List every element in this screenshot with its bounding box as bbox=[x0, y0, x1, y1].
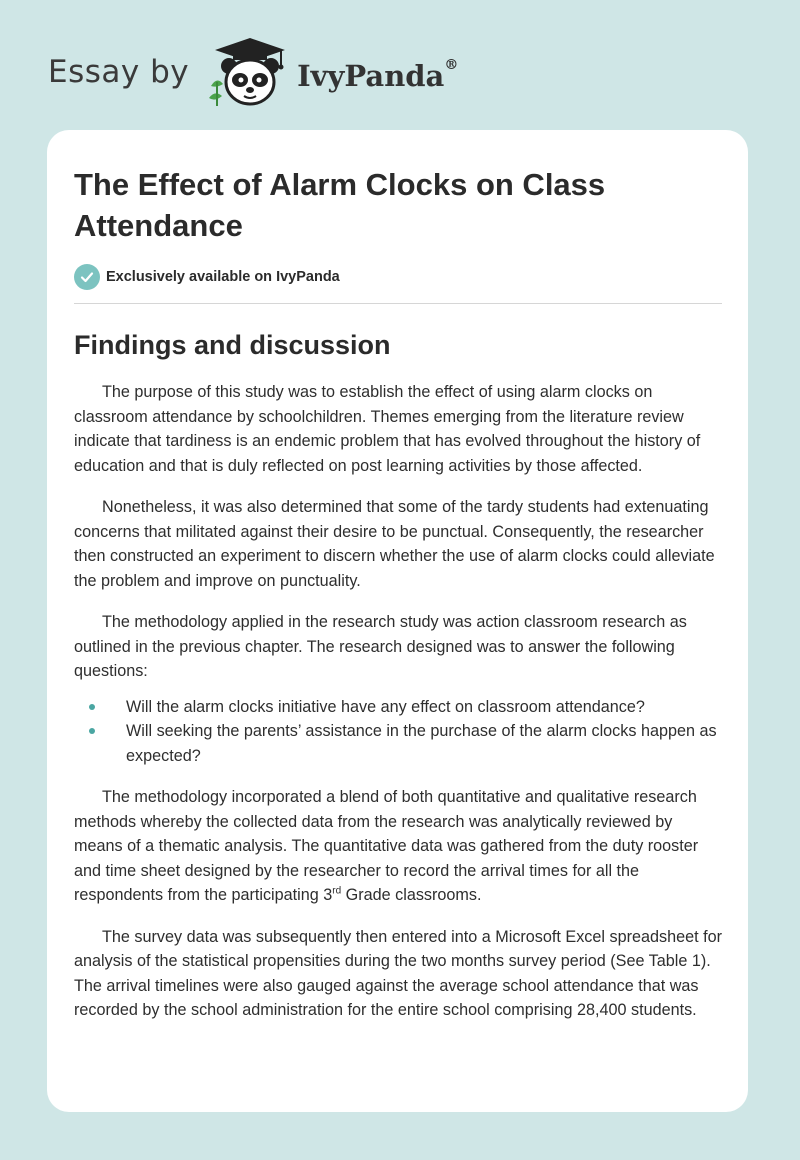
ordinal-suffix: rd bbox=[332, 885, 342, 897]
divider bbox=[74, 303, 722, 304]
check-circle-icon bbox=[74, 264, 100, 290]
page-title: The Effect of Alarm Clocks on Class Attendance bbox=[74, 167, 606, 243]
article-card bbox=[47, 130, 748, 1112]
list-item: Will seeking the parents’ assistance in the purchase of the alarm clocks happen as expected? bbox=[74, 719, 722, 768]
registered-mark: ® bbox=[444, 57, 459, 73]
list-item: Will the alarm clocks initiative have any effect on classroom attendance? bbox=[74, 695, 722, 720]
paragraph-4 bbox=[74, 785, 722, 908]
paragraph-2: Nonetheless, it was also determined that some of the tardy students had extenuating concerns that militated against their desire to be punctual. Consequently, the researcher then constructed an experiment to discern whether the use of alarm clocks could alleviate the problem and improve on punctuality. bbox=[74, 498, 715, 590]
exclusive-badge bbox=[74, 264, 722, 290]
paragraph-5: The survey data was subsequently then entered into a Microsoft Excel spreadsheet for analysis of the statistical propensities during the two months survey period (See Table 1). The arrival timelines were also gauged against the average school attendance that was recorded by the school administration for the entire school comprising 28,400 students. bbox=[74, 927, 722, 1019]
paragraph-1: The purpose of this study was to establish the effect of using alarm clocks on classroom attendance by schoolchildren. Themes emerging from the literature review indicate that tardiness is an endemic problem that has evolved throughout the history of education and that is duly reflected on post learning activities by those affected. bbox=[74, 383, 701, 475]
paragraph-3: The methodology applied in the research study was action classroom research as outlined in the previous chapter. The research designed was to answer the following questions: bbox=[74, 613, 687, 680]
panda-graduate-icon[interactable] bbox=[205, 36, 295, 108]
questions-list bbox=[74, 695, 722, 769]
brand-name[interactable] bbox=[297, 59, 458, 93]
section-title: Findings and discussion bbox=[74, 330, 391, 360]
article-body bbox=[74, 380, 722, 1023]
paragraph-4-text: The methodology incorporated a blend of both quantitative and qualitative research methods whereby the collected data from the research was analytically reviewed by means of a thematic analysis. The quantitative data was gathered from the duty rooster and time sheet designed by the researcher to record the arrival times for all the respondents from the participating 3 bbox=[74, 788, 699, 904]
exclusive-badge-label: Exclusively available on IvyPanda bbox=[106, 269, 340, 285]
brand-prefix: Essay by bbox=[48, 54, 190, 90]
paragraph-4-end: Grade classrooms. bbox=[341, 886, 482, 904]
brand-header bbox=[48, 36, 458, 108]
brand-name-text: IvyPanda bbox=[297, 59, 445, 93]
